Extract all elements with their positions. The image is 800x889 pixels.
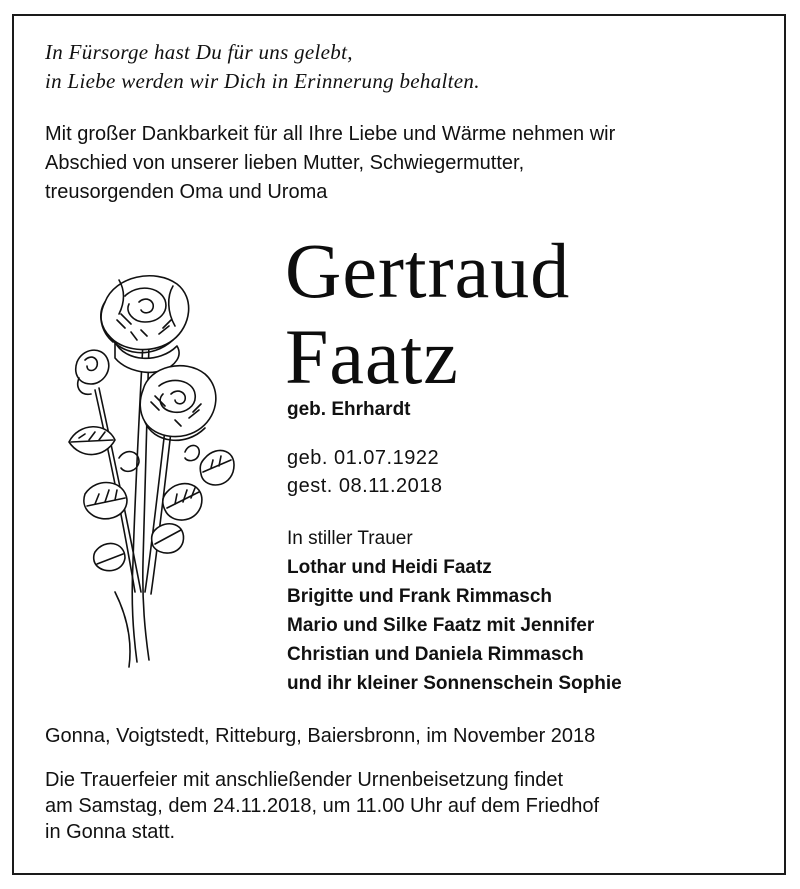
motto-line: in Liebe werden wir Dich in Erinnerung behalten. xyxy=(45,69,480,93)
deceased-last-name: Faatz xyxy=(285,313,459,400)
birth-date: geb. 01.07.1922 xyxy=(287,447,440,469)
intro-text xyxy=(45,120,765,207)
death-date: gest. 08.11.2018 xyxy=(287,475,443,497)
ceremony-info xyxy=(45,767,765,845)
mourner-name: Brigitte und Frank Rimmasch xyxy=(287,586,552,607)
life-dates xyxy=(287,444,443,500)
rose-illustration-icon xyxy=(55,262,235,682)
intro-line: Mit großer Dankbarkeit für all Ihre Liebe und Wärme nehmen wir xyxy=(45,123,616,145)
mourner-name: Mario und Silke Faatz mit Jennifer xyxy=(287,615,595,636)
mourners-heading: In stiller Trauer xyxy=(287,528,413,549)
deceased-first-name: Gertraud xyxy=(285,227,571,314)
mourner-name: und ihr kleiner Sonnenschein Sophie xyxy=(287,673,622,694)
deceased-name xyxy=(285,228,570,400)
motto-verse xyxy=(45,38,480,96)
ceremony-line: am Samstag, dem 24.11.2018, um 11.00 Uhr auf dem Friedhof xyxy=(45,795,600,817)
intro-line: treusorgenden Oma und Uroma xyxy=(45,181,328,203)
ceremony-line: Die Trauerfeier mit anschließender Urnenbeisetzung findet xyxy=(45,769,564,791)
mourner-name: Christian und Daniela Rimmasch xyxy=(287,644,584,665)
birth-name: geb. Ehrhardt xyxy=(287,399,411,420)
ceremony-line: in Gonna statt. xyxy=(45,821,176,843)
motto-line: In Fürsorge hast Du für uns gelebt, xyxy=(45,40,353,64)
intro-line: Abschied von unserer lieben Mutter, Schwiegermutter, xyxy=(45,152,525,174)
mourner-name: Lothar und Heidi Faatz xyxy=(287,557,492,578)
place-and-date: Gonna, Voigtstedt, Ritteburg, Baiersbronn, im November 2018 xyxy=(45,725,596,747)
mourners-list xyxy=(287,524,622,698)
